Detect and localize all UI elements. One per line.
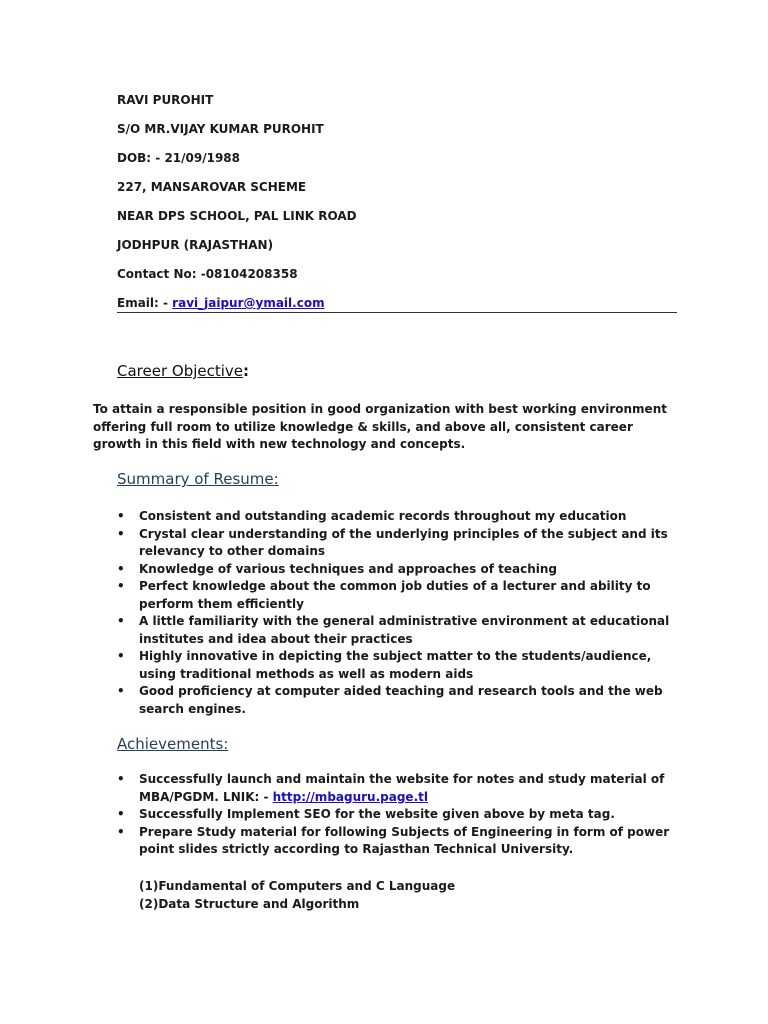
parent-name: S/O MR.VIJAY KUMAR PUROHIT [117,122,324,136]
bullet-icon: • [117,684,125,698]
achievement-item-text: Successfully launch and maintain the website for notes and study material of MBA/PGDM. LNIK: - [139,772,665,804]
achievement-item-text: Prepare Study material for following Subjects of Engineering in form of power point slides strictly according to Rajasthan Technical University. [139,824,670,856]
contact-number: Contact No: -08104208358 [117,267,298,281]
bullet-icon: • [117,526,125,541]
bullet-icon: • [117,649,125,663]
summary-item-text: A little familiarity with the general administrative environment at educational institutes and idea about their practices [139,614,670,646]
career-objective-title: Career Objective [117,362,244,380]
date-of-birth: DOB: - 21/09/1988 [117,151,241,165]
address-line-1: 227, MANSAROVAR SCHEME [117,180,307,194]
summary-item-text: Perfect knowledge about the common job duties of a lecturer and ability to perform them efficiently [139,579,651,611]
bullet-icon: • [117,772,125,786]
career-objective-colon: : [243,362,250,380]
list-item [117,806,677,824]
email-link[interactable]: ravi_jaipur@ymail.com [172,296,325,310]
list-item [117,648,677,683]
list-item [117,771,677,806]
subject-item: (2)Data Structure and Algorithm [139,896,360,911]
candidate-name: RAVI PUROHIT [117,93,214,107]
summary-list [117,508,677,718]
email-line [117,293,677,322]
summary-item-text: Highly innovative in depicting the subject matter to the students/audience, using traditional methods as well as modern aids [139,649,652,681]
bullet-icon: • [117,614,125,628]
summary-item-text: Consistent and outstanding academic records throughout my education [139,509,627,523]
bullet-icon: • [117,509,125,523]
list-item [117,613,677,648]
personal-details [117,90,677,322]
achievements-list [117,771,677,859]
summary-heading: Summary of Resume: [117,470,279,488]
subject-item: (1)Fundamental of Computers and C Language [139,879,456,893]
summary-item-text: Crystal clear understanding of the underlying principles of the subject and its relevancy to other domains [139,526,668,558]
achievements-heading: Achievements: [117,735,229,753]
bullet-icon: • [117,561,125,576]
career-objective-text: To attain a responsible position in good organization with best working environment offering full room to utilize knowledge & skills, and above all, consistent career growth in this field with new technology and concepts. [93,402,667,451]
list-item [117,526,677,561]
list-item [117,683,677,718]
list-item [117,578,677,613]
address-line-2: NEAR DPS SCHOOL, PAL LINK ROAD [117,209,357,223]
career-objective-heading [117,362,249,380]
achievement-item-text: Successfully Implement SEO for the website given above by meta tag. [139,807,615,821]
bullet-icon: • [117,807,125,821]
bullet-icon: • [117,579,125,593]
summary-item-text: Knowledge of various techniques and approaches of teaching [139,561,557,576]
address-city: JODHPUR (RAJASTHAN) [117,238,274,252]
list-item [117,561,677,579]
email-label: Email: - [117,296,173,310]
summary-item-text: Good proficiency at computer aided teaching and research tools and the web search engines. [139,684,663,716]
list-item [117,824,677,859]
list-item [117,508,677,526]
subjects-list [139,878,455,913]
header-divider [117,312,677,313]
bullet-icon: • [117,824,125,839]
website-link[interactable]: http://mbaguru.page.tl [272,789,428,804]
